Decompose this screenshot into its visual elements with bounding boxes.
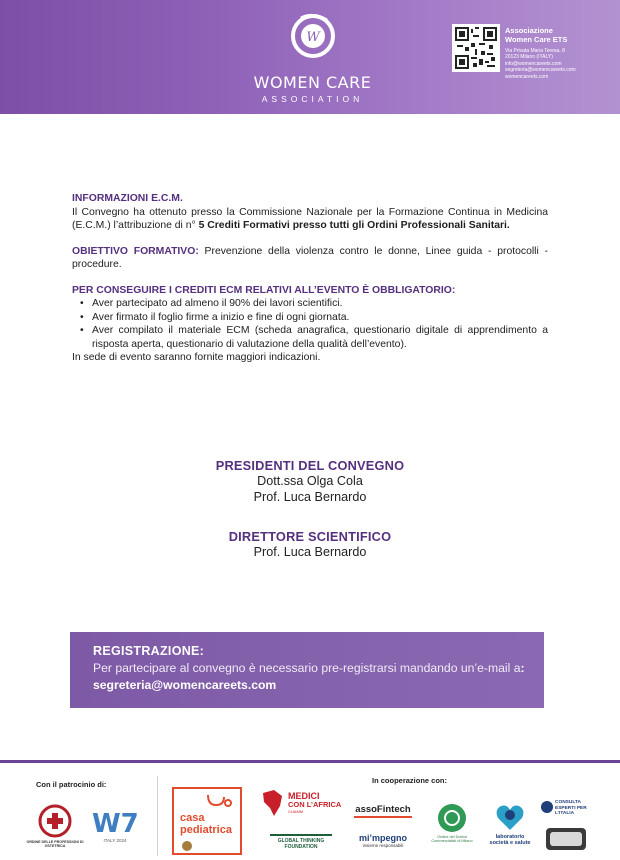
africa-text: CON L’AFRICA	[288, 800, 342, 809]
hospital-seal-icon	[182, 841, 192, 851]
mimpegno-text: mi’mpegno	[358, 833, 407, 843]
requirements-block	[72, 284, 548, 365]
list-item: • Aver compilato il materiale ECM (scheda anagrafica, questionario digitale di apprendimento a risposta aperta, questionario di valutazione della qualità dell’evento).	[80, 324, 548, 351]
secretary-email-link[interactable]: segreteria@womencareets.com	[505, 67, 576, 74]
heart-shield-icon	[494, 800, 526, 832]
partner-badge-icon	[546, 828, 586, 850]
registration-box	[70, 632, 544, 708]
requirements-list	[80, 297, 548, 351]
mimpegno-logo	[354, 833, 412, 849]
stethoscope-icon	[204, 793, 234, 811]
logo-subtitle: ASSOCIATION	[261, 94, 364, 104]
president-name: Prof. Luca Bernardo	[253, 490, 367, 504]
ordine-logo-text: ORDINE DELLE PROFESSIONI DI OSTETRICA	[26, 840, 84, 848]
header-banner	[0, 0, 620, 114]
global-thinking-text: GLOBAL THINKING FOUNDATION	[270, 834, 332, 850]
logo-name: WOMEN CARE	[253, 73, 372, 92]
ecm-info-section	[72, 192, 548, 365]
org-name-line1: Associazione	[505, 26, 553, 35]
qr-code-icon[interactable]	[452, 24, 500, 72]
registration-text: Per partecipare al convegno è necessario pre-registrarsi mandando un’e-mail a: segreteria@womencareets.com	[93, 661, 525, 692]
w7-sub: ITALY 2024	[103, 838, 127, 843]
casa-text: casa	[180, 812, 205, 824]
ecm-text: Il Convegno ha ottenuto presso la Commissione Nazionale per la Formazione Continua in Medicina (E.C.M.) l’attribuzione di n°	[72, 206, 548, 231]
presidents-section	[0, 458, 620, 505]
ordine-dottori-logo	[430, 803, 474, 844]
director-section	[0, 529, 620, 560]
medici-text: MEDICI	[288, 791, 320, 801]
cooperation-label: In cooperazione con:	[372, 776, 448, 785]
africa-map-icon	[260, 788, 286, 818]
list-item: • Aver firmato il foglio firme a inizio e fine di ogni giornata.	[80, 311, 548, 325]
registration-title: REGISTRAZIONE:	[93, 644, 205, 658]
global-thinking-logo	[270, 834, 332, 850]
laboratorio-logo	[486, 800, 534, 846]
requirements-note: In sede di evento saranno fornite maggiori indicazioni.	[72, 352, 321, 363]
registration-email-link[interactable]: segreteria@womencareets.com	[93, 678, 277, 692]
list-item: • Aver partecipato ad almeno il 90% dei lavori scientifici.	[80, 297, 548, 311]
laboratorio-text: laboratorio società e salute	[489, 834, 531, 846]
assofintech-text: assoFintech	[355, 804, 411, 815]
w7-logo	[92, 810, 138, 844]
director-title: DIRETTORE SCIENTIFICO	[228, 529, 392, 544]
ordine-ostetrica-logo	[26, 804, 84, 848]
ordine-dottori-text: Ordine dei Dottori Commercialisti di Milano	[431, 835, 473, 844]
mimpegno-sub: insieme responsabili	[362, 843, 404, 848]
presidents-title: PRESIDENTI DEL CONVEGNO	[215, 458, 405, 473]
ecm-credits: 5 Crediti Formativi presso tutti gli Ordini Professionali Sanitari.	[198, 220, 510, 231]
website-link[interactable]: womencareets.com	[505, 73, 549, 80]
casa-pediatrica-logo	[172, 787, 242, 855]
org-name-line2: Women Care ETS	[505, 35, 568, 44]
consulta-mark-icon	[540, 800, 554, 814]
medici-africa-logo	[260, 788, 344, 818]
ordine-emblem-icon	[37, 804, 73, 838]
w7-mark: W7	[92, 809, 139, 839]
svg-text:W: W	[305, 30, 320, 45]
info-email-link[interactable]: info@womencareets.com	[505, 60, 562, 67]
ecm-title: INFORMAZIONI E.C.M.	[72, 193, 183, 204]
ecm-paragraph	[72, 206, 548, 233]
objective-label: OBIETTIVO FORMATIVO:	[72, 245, 199, 257]
contact-block	[505, 26, 615, 80]
patronage-label: Con il patrocinio di:	[36, 780, 107, 789]
women-care-emblem-icon	[287, 10, 339, 62]
consulta-text: CONSULTA ESPERTI PER L’ITALIA	[555, 800, 587, 816]
assofintech-logo	[354, 805, 412, 818]
objective-text: Prevenzione della violenza contro le donne, Linee guida - protocolli - procedure.	[72, 245, 548, 270]
address-line2: 20123 Milano (ITALY)	[505, 54, 553, 61]
consulta-esperti-logo	[540, 800, 588, 817]
objective-paragraph	[72, 245, 548, 272]
cuamm-text: CUAMM	[288, 809, 304, 814]
footer-separator	[157, 776, 158, 856]
commercialisti-emblem-icon	[437, 803, 467, 833]
director-name: Prof. Luca Bernardo	[253, 545, 367, 559]
footer-divider	[0, 760, 620, 763]
pediatrica-text: pediatrica	[180, 824, 232, 836]
president-name: Dott.ssa Olga Cola	[257, 474, 363, 488]
address-line1: Via Privata Maria Teresa, 8	[505, 48, 565, 54]
women-care-logo	[250, 10, 375, 104]
requirements-title: PER CONSEGUIRE I CREDITI ECM RELATIVI ALL’EVENTO È OBBLIGATORIO:	[72, 284, 456, 296]
registration-instructions: Per partecipare al convegno è necessario pre-registrarsi mandando un’e-mail a	[93, 661, 521, 675]
